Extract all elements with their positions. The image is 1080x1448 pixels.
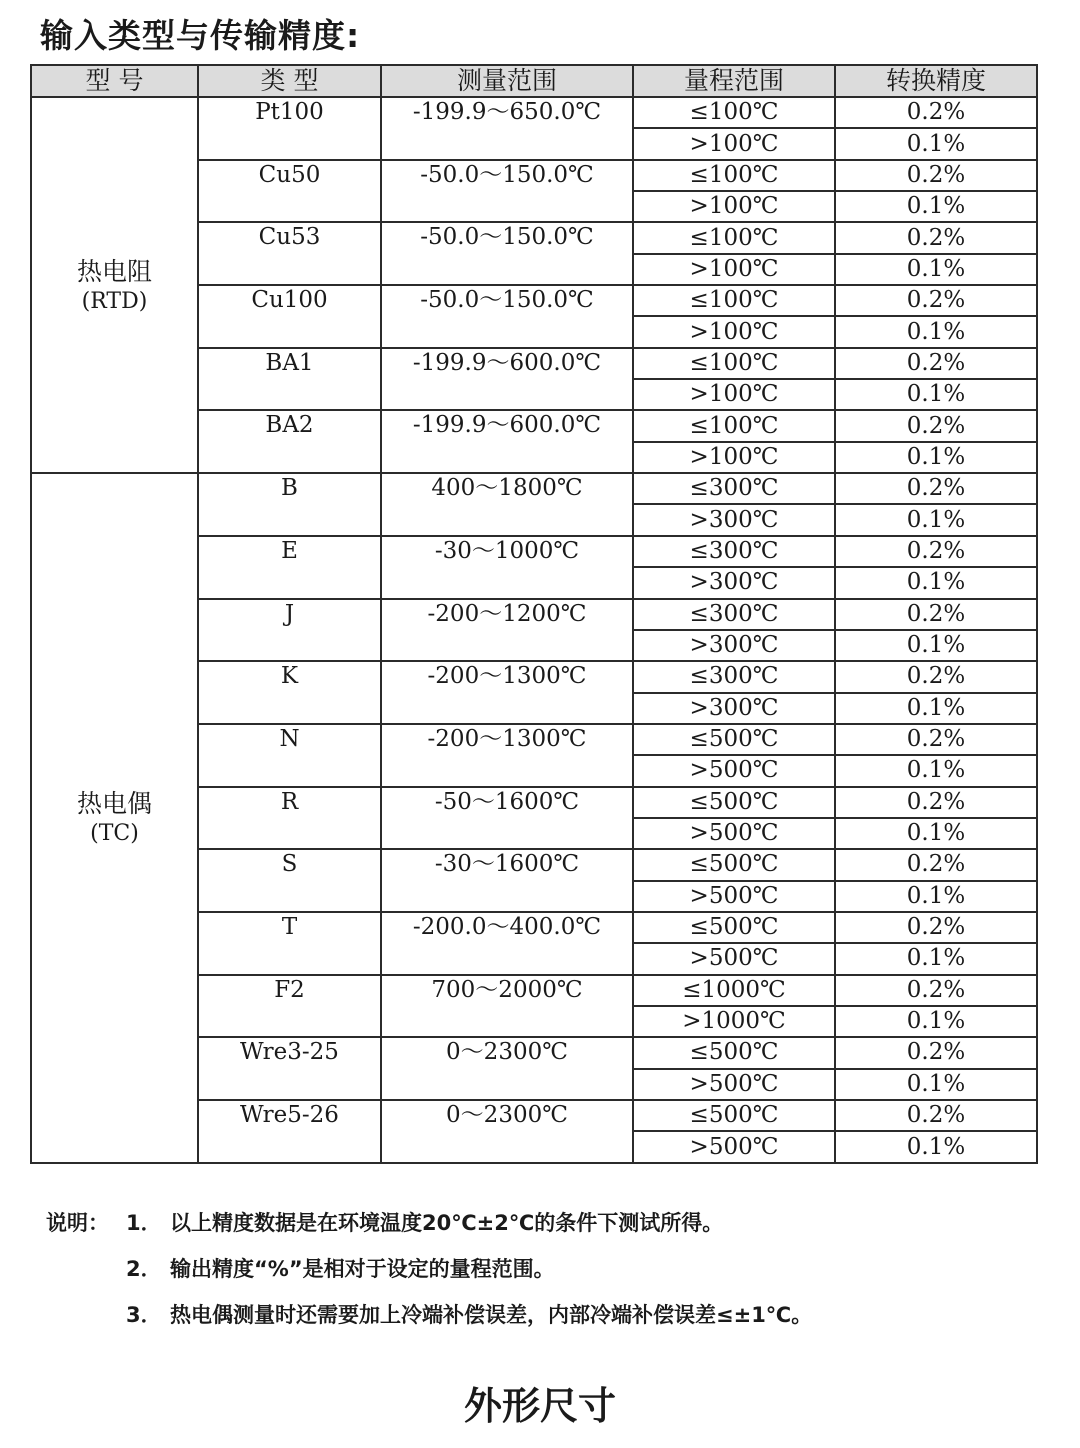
span-range-cell: ≤500℃ (633, 1037, 835, 1068)
accuracy-cell: 0.2% (835, 1037, 1037, 1068)
accuracy-cell: 0.1% (835, 254, 1037, 285)
model-group-name: 热电阻 (76, 256, 152, 286)
sensor-type-cell: Wre5-26 (198, 1100, 381, 1163)
span-range-cell: >300℃ (633, 693, 835, 724)
sensor-type-cell: BA2 (198, 410, 381, 473)
span-range-cell: ≤300℃ (633, 661, 835, 692)
accuracy-cell: 0.1% (835, 1131, 1037, 1162)
accuracy-cell: 0.2% (835, 285, 1037, 316)
accuracy-cell: 0.2% (835, 348, 1037, 379)
note-line (46, 1200, 1046, 1246)
note-number: 2． (126, 1257, 162, 1281)
sensor-type-cell: B (198, 473, 381, 536)
span-range-cell: >1000℃ (633, 1006, 835, 1037)
measure-range-cell: -199.9～600.0℃ (381, 348, 633, 411)
span-range-cell: >500℃ (633, 755, 835, 786)
note-text: 输出精度“%”是相对于设定的量程范围。 (170, 1257, 555, 1281)
note-text: 以上精度数据是在环境温度20℃±2℃的条件下测试所得。 (170, 1211, 724, 1235)
accuracy-cell: 0.2% (835, 536, 1037, 567)
accuracy-cell: 0.2% (835, 222, 1037, 253)
span-range-cell: ≤300℃ (633, 536, 835, 567)
sensor-type-cell: N (198, 724, 381, 787)
measure-range-cell: -200.0～400.0℃ (381, 912, 633, 975)
accuracy-cell: 0.1% (835, 316, 1037, 347)
span-range-cell: ≤1000℃ (633, 975, 835, 1006)
accuracy-cell: 0.2% (835, 724, 1037, 755)
span-range-cell: ≤100℃ (633, 160, 835, 191)
accuracy-cell: 0.1% (835, 504, 1037, 535)
accuracy-cell: 0.2% (835, 787, 1037, 818)
measure-range-cell: 0～2300℃ (381, 1100, 633, 1163)
span-range-cell: >300℃ (633, 567, 835, 598)
accuracy-cell: 0.2% (835, 473, 1037, 504)
span-range-cell: ≤100℃ (633, 348, 835, 379)
accuracy-cell: 0.2% (835, 912, 1037, 943)
span-range-cell: ≤300℃ (633, 599, 835, 630)
span-range-cell: >300℃ (633, 504, 835, 535)
accuracy-cell: 0.1% (835, 191, 1037, 222)
measure-range-cell: -30～1600℃ (381, 849, 633, 912)
header-model: 型 号 (31, 65, 198, 97)
measure-range-cell: -50～1600℃ (381, 787, 633, 850)
sensor-type-cell: Wre3-25 (198, 1037, 381, 1100)
accuracy-cell: 0.1% (835, 128, 1037, 159)
accuracy-cell: 0.1% (835, 442, 1037, 473)
measure-range-cell: -199.9～650.0℃ (381, 97, 633, 160)
span-range-cell: ≤100℃ (633, 222, 835, 253)
table-row (31, 97, 1037, 128)
header-span-range: 量程范围 (633, 65, 835, 97)
notes-prefix: 说明： (46, 1211, 109, 1235)
measure-range-cell: -200～1300℃ (381, 661, 633, 724)
measure-range-cell: -50.0～150.0℃ (381, 222, 633, 285)
span-range-cell: ≤100℃ (633, 285, 835, 316)
accuracy-cell: 0.1% (835, 567, 1037, 598)
sensor-type-cell: S (198, 849, 381, 912)
accuracy-cell: 0.1% (835, 755, 1037, 786)
note-line (46, 1292, 1046, 1338)
sensor-type-cell: J (198, 599, 381, 662)
span-range-cell: >500℃ (633, 1069, 835, 1100)
span-range-cell: ≤500℃ (633, 724, 835, 755)
sensor-type-cell: Pt100 (198, 97, 381, 160)
accuracy-cell: 0.2% (835, 1100, 1037, 1131)
sensor-type-cell: Cu53 (198, 222, 381, 285)
model-group-name: 热电偶 (76, 789, 152, 819)
notes (46, 1200, 1046, 1338)
model-group-abbr: (TC) (90, 821, 139, 847)
measure-range-cell: -30～1000℃ (381, 536, 633, 599)
sensor-type-cell: F2 (198, 975, 381, 1038)
span-range-cell: >100℃ (633, 316, 835, 347)
spec-table (30, 64, 1038, 1164)
section-heading: 外形尺寸 (463, 1384, 616, 1428)
accuracy-cell: 0.2% (835, 160, 1037, 191)
sensor-type-cell: Cu50 (198, 160, 381, 223)
sensor-type-cell: R (198, 787, 381, 850)
accuracy-cell: 0.2% (835, 849, 1037, 880)
note-text: 热电偶测量时还需要加上冷端补偿误差，内部冷端补偿误差≤±1℃。 (170, 1303, 813, 1327)
span-range-cell: ≤500℃ (633, 912, 835, 943)
measure-range-cell: 0～2300℃ (381, 1037, 633, 1100)
span-range-cell: ≤500℃ (633, 1100, 835, 1131)
accuracy-cell: 0.2% (835, 410, 1037, 441)
accuracy-cell: 0.2% (835, 975, 1037, 1006)
accuracy-cell: 0.1% (835, 881, 1037, 912)
span-range-cell: >100℃ (633, 442, 835, 473)
accuracy-cell: 0.1% (835, 943, 1037, 974)
sensor-type-cell: Cu100 (198, 285, 381, 348)
accuracy-cell: 0.1% (835, 1069, 1037, 1100)
accuracy-cell: 0.1% (835, 630, 1037, 661)
page-title: 输入类型与传输精度: (40, 16, 361, 55)
accuracy-cell: 0.1% (835, 1006, 1037, 1037)
span-range-cell: ≤300℃ (633, 473, 835, 504)
span-range-cell: >100℃ (633, 128, 835, 159)
span-range-cell: >300℃ (633, 630, 835, 661)
measure-range-cell: -200～1300℃ (381, 724, 633, 787)
span-range-cell: >500℃ (633, 943, 835, 974)
note-number: 1． (126, 1211, 162, 1235)
sensor-type-cell: T (198, 912, 381, 975)
sensor-type-cell: K (198, 661, 381, 724)
span-range-cell: >100℃ (633, 191, 835, 222)
table-header-row (31, 65, 1037, 97)
note-number: 3． (126, 1303, 162, 1327)
span-range-cell: >100℃ (633, 379, 835, 410)
header-type: 类 型 (198, 65, 381, 97)
measure-range-cell: -200～1200℃ (381, 599, 633, 662)
measure-range-cell: -50.0～150.0℃ (381, 160, 633, 223)
span-range-cell: >100℃ (633, 254, 835, 285)
sensor-type-cell: E (198, 536, 381, 599)
span-range-cell: >500℃ (633, 1131, 835, 1162)
note-line (46, 1246, 1046, 1292)
span-range-cell: ≤500℃ (633, 849, 835, 880)
span-range-cell: ≤500℃ (633, 787, 835, 818)
header-accuracy: 转换精度 (835, 65, 1037, 97)
measure-range-cell: -50.0～150.0℃ (381, 285, 633, 348)
accuracy-cell: 0.1% (835, 693, 1037, 724)
sensor-type-cell: BA1 (198, 348, 381, 411)
model-group-abbr: (RTD) (81, 288, 148, 314)
measure-range-cell: 400～1800℃ (381, 473, 633, 536)
accuracy-cell: 0.1% (835, 379, 1037, 410)
measure-range-cell: -199.9～600.0℃ (381, 410, 633, 473)
accuracy-cell: 0.2% (835, 661, 1037, 692)
table-body (31, 97, 1037, 1163)
table-row (31, 473, 1037, 504)
model-group-cell (31, 473, 198, 1163)
span-range-cell: ≤100℃ (633, 97, 835, 128)
accuracy-cell: 0.2% (835, 97, 1037, 128)
model-group-cell (31, 97, 198, 473)
accuracy-cell: 0.1% (835, 818, 1037, 849)
header-measure-range: 测量范围 (381, 65, 633, 97)
measure-range-cell: 700～2000℃ (381, 975, 633, 1038)
span-range-cell: ≤100℃ (633, 410, 835, 441)
accuracy-cell: 0.2% (835, 599, 1037, 630)
span-range-cell: >500℃ (633, 881, 835, 912)
span-range-cell: >500℃ (633, 818, 835, 849)
